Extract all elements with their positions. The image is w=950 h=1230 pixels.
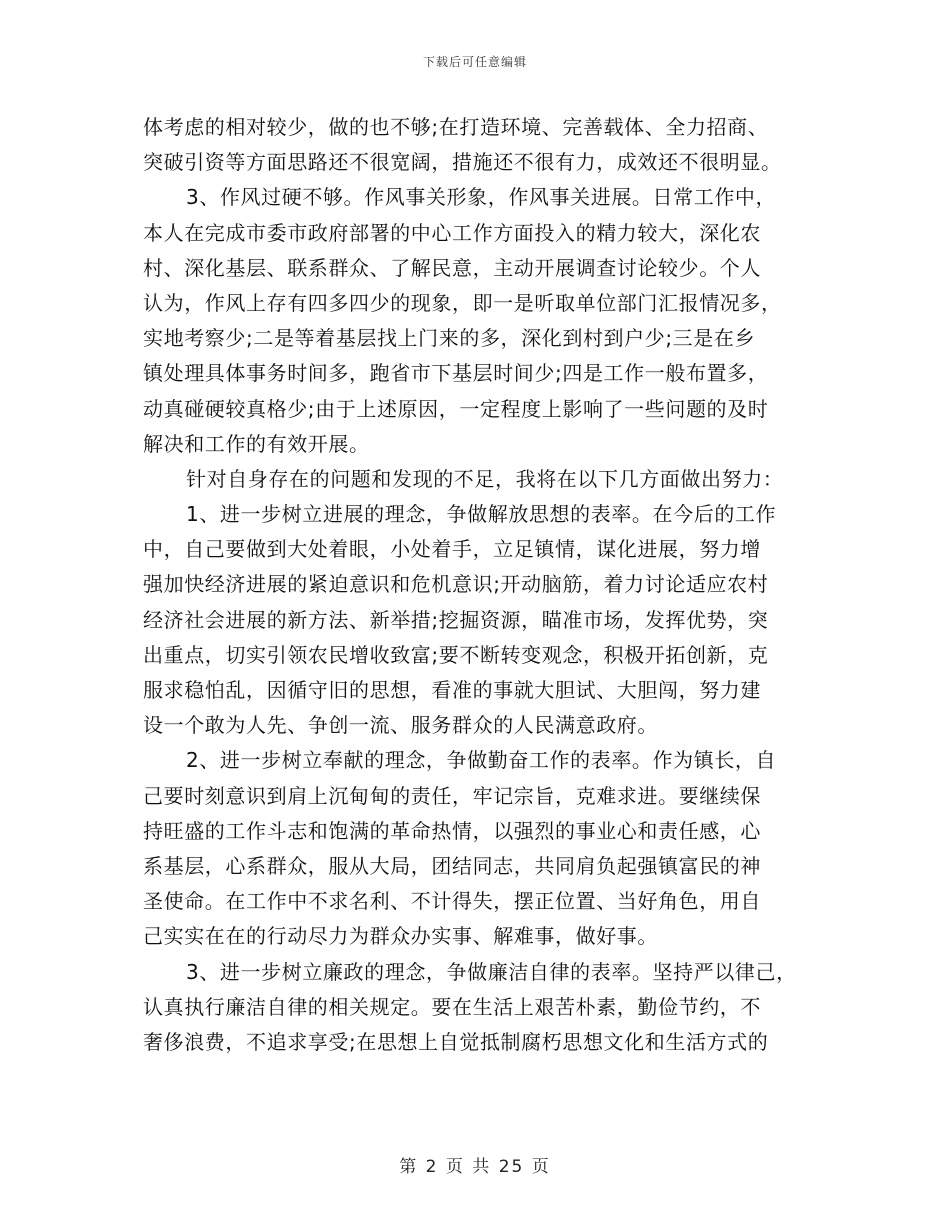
text-line: 动真碰硬较真格少;由于上述原因，一定程度上影响了一些问题的及时 (143, 396, 769, 421)
text-line: 3、作风过硬不够。作风事关形象，作风事关进展。日常工作中， (186, 185, 777, 210)
text-line: 本人在完成市委市政府部署的中心工作方面投入的精力较大，深化农 (143, 220, 761, 245)
text-line: 2、进一步树立奉献的理念，争做勤奋工作的表率。作为镇长，自 (186, 748, 777, 773)
text-line: 突破引资等方面思路还不很宽阔，措施还不很有力，成效还不很明显。 (143, 150, 782, 175)
text-line: 设一个敢为人先、争创一流、服务群众的人民满意政府。 (143, 713, 658, 738)
text-line: 服求稳怕乱，因循守旧的思想，看准的事就大胆试、大胆闯，努力建 (143, 678, 761, 702)
text-line: 1、进一步树立进展的理念，争做解放思想的表率。在今后的工作 (186, 502, 777, 527)
text-line: 认为，作风上存有四多四少的现象，即一是听取单位部门汇报情况多， (143, 290, 782, 315)
page-header: 下载后可任意编辑 (422, 55, 527, 69)
text-line: 圣使命。在工作中不求名利、不计得失，摆正位置、当好角色，用自 (143, 889, 761, 914)
text-line: 村、深化基层、联系群众、了解民意，主动开展调查讨论较少。个人 (143, 255, 761, 280)
text-line: 经济社会进展的新方法、新举措;挖掘资源，瞄准市场，发挥优势，突 (143, 607, 769, 632)
document-body (143, 110, 813, 1060)
text-line: 实地考察少;二是等着基层找上门来的多，深化到村到户少;三是在乡 (143, 326, 756, 351)
text-line: 3、进一步树立廉政的理念，争做廉洁自律的表率。坚持严以律己， (186, 959, 797, 984)
text-line: 己实实在在的行动尽力为群众办实事、解难事，做好事。 (143, 924, 658, 949)
text-line: 认真执行廉洁自律的相关规定。要在生活上艰苦朴素，勤俭节约，不 (143, 994, 761, 1019)
text-line: 体考虑的相对较少，做的也不够;在打造环境、完善载体、全力招商、 (143, 115, 769, 139)
text-line: 镇处理具体事务时间多，跑省市下基层时间少;四是工作一般布置多， (143, 361, 769, 386)
text-line: 奢侈浪费，不追求享受;在思想上自觉抵制腐朽思想文化和生活方式的 (143, 1029, 769, 1054)
text-line: 针对自身存在的问题和发现的不足，我将在以下几方面做出努力： (186, 466, 784, 491)
text-line: 系基层，心系群众，服从大局，团结同志，共同肩负起强镇富民的神 (143, 853, 761, 878)
text-line: 出重点，切实引领农民增收致富;要不断转变观念，积极开拓创新，克 (143, 642, 769, 667)
text-line: 解决和工作的有效开展。 (143, 431, 370, 456)
text-line: 己要时刻意识到肩上沉甸甸的责任，牢记宗旨，克难求进。要继续保 (143, 783, 761, 808)
page-number-footer: 第 2 页 共 25 页 (399, 1157, 551, 1177)
text-line: 中，自己要做到大处着眼，小处着手，立足镇情，谋化进展，努力增 (143, 537, 761, 562)
text-line: 持旺盛的工作斗志和饱满的革命热情，以强烈的事业心和责任感，心 (143, 818, 761, 843)
text-line: 强加快经济进展的紧迫意识和危机意识;开动脑筋，着力讨论适应农村 (143, 572, 769, 597)
